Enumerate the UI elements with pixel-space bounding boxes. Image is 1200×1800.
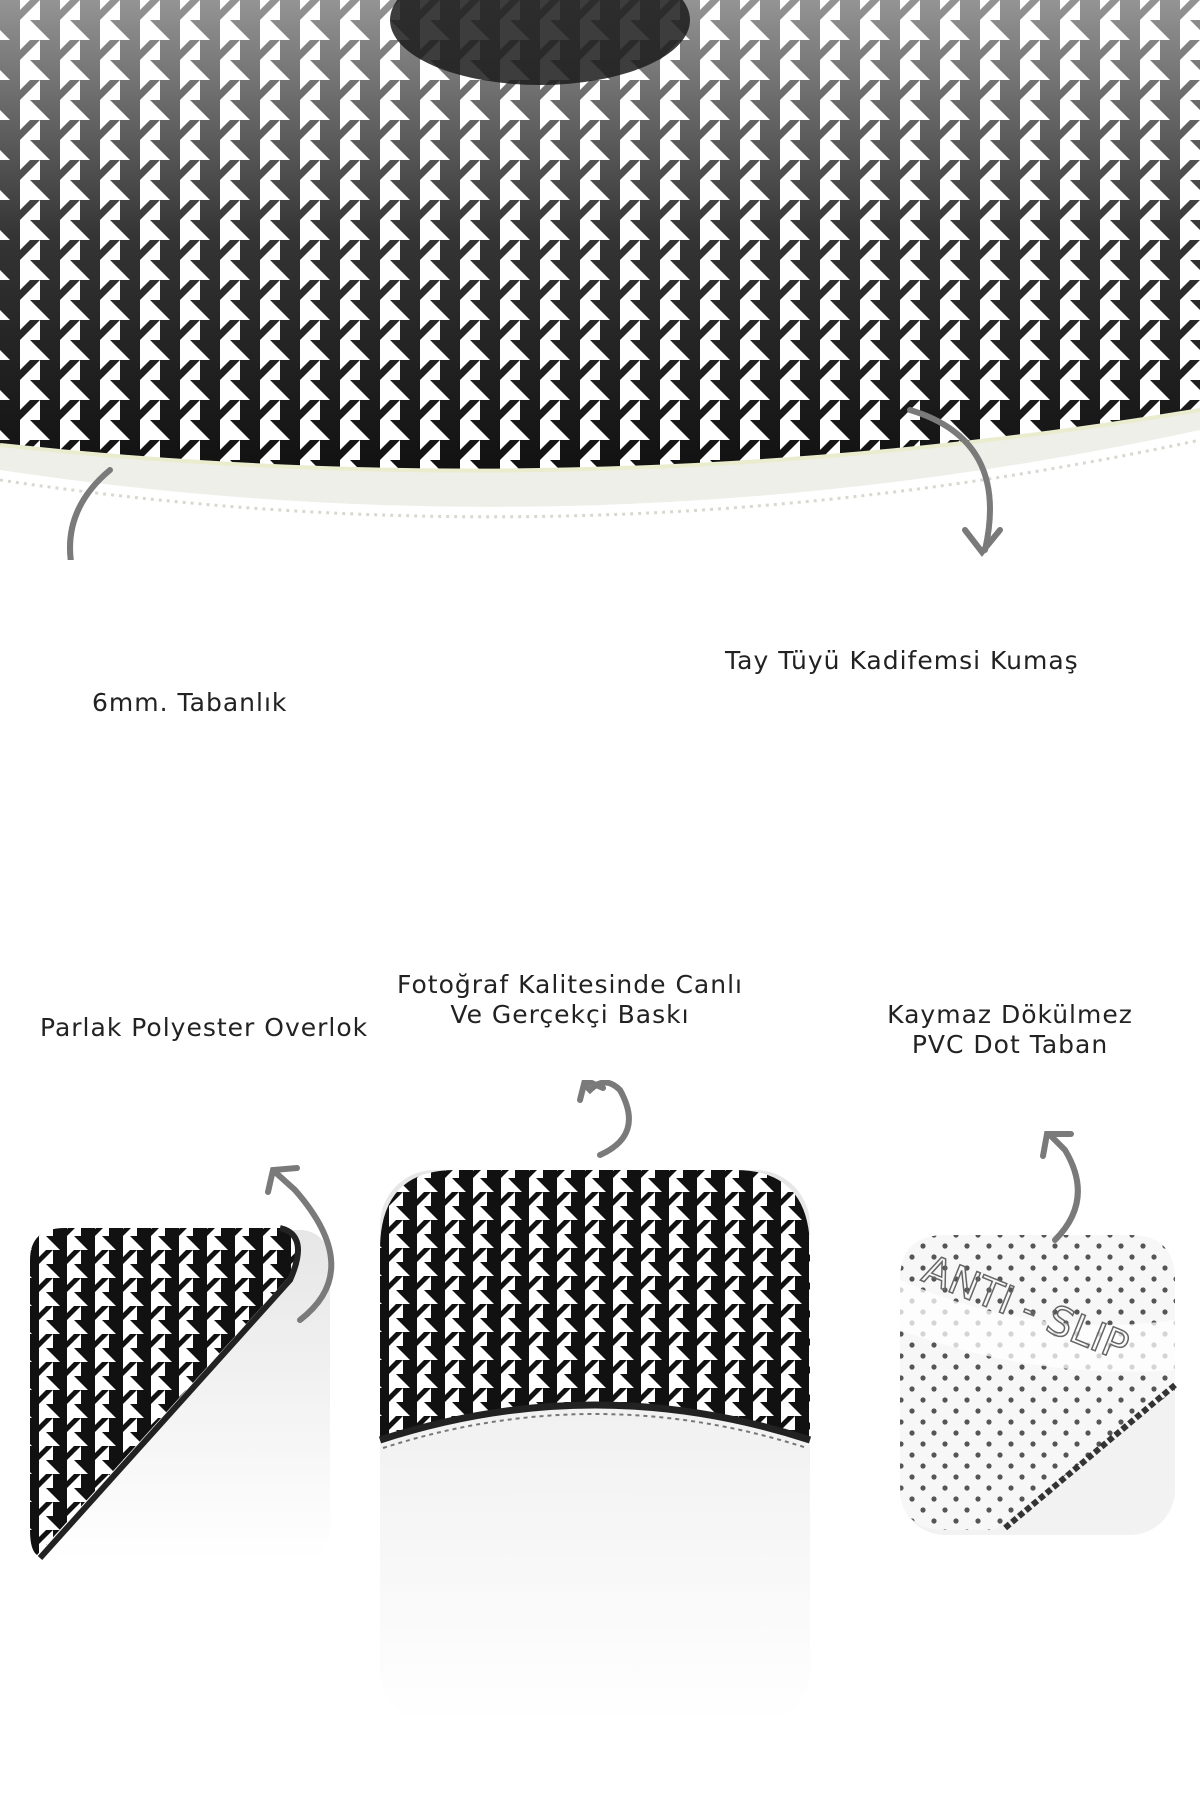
feature-image-print <box>375 1080 825 1730</box>
label-fabric: Tay Tüyü Kadifemsi Kumaş <box>725 646 1079 675</box>
hero-rug-closeup <box>0 0 1200 560</box>
curved-arrow-icon <box>1050 1135 1078 1240</box>
anti-slip-stamp: ANTI - SLIP <box>916 1246 1135 1371</box>
feature-title-print-line2: Ve Gerçekçi Baskı <box>450 1000 690 1029</box>
feature-image-antislip <box>895 1130 1185 1540</box>
feature-title-print-line1: Fotoğraf Kalitesinde Canlı <box>397 970 743 999</box>
feature-title-antislip-line1: Kaymaz Dökülmez <box>887 1000 1133 1029</box>
feature-title-antislip-line2: PVC Dot Taban <box>911 1030 1109 1059</box>
feature-title-overlock: Parlak Polyester Overlok <box>40 1013 369 1042</box>
feature-image-overlock <box>25 1110 355 1570</box>
feature-title-print <box>380 970 760 1030</box>
feature-title-antislip <box>860 1000 1160 1060</box>
curved-arrow-icon <box>585 1083 629 1156</box>
label-base-thickness: 6mm. Tabanlık <box>92 688 288 717</box>
